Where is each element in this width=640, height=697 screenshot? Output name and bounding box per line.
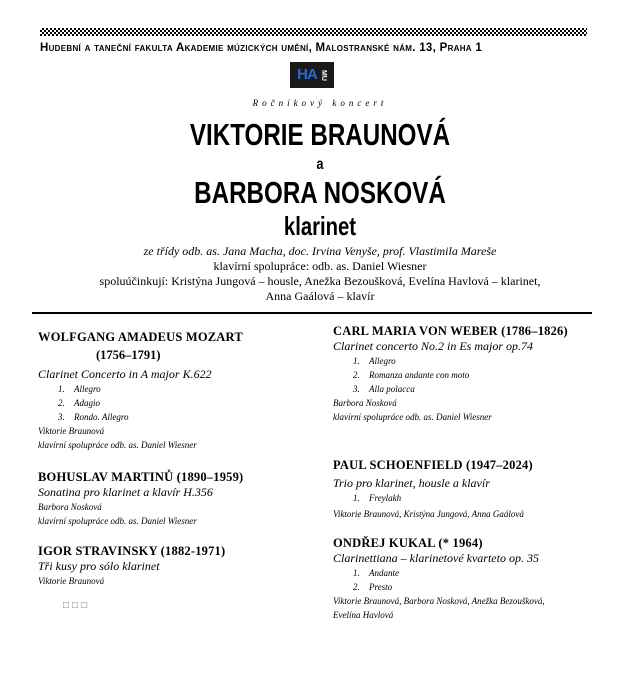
accompanist: klavírní spolupráce odb. as. Daniel Wiesner — [38, 516, 197, 526]
performer: Viktorie Braunová — [38, 576, 105, 586]
composer-name: ONDŘEJ KUKAL (* 1964) — [333, 536, 483, 550]
logo-text: HA — [297, 66, 317, 83]
movement-list — [333, 491, 623, 505]
movement-item: 2. Adagio — [58, 398, 100, 408]
movement-list — [38, 382, 318, 424]
performer: Viktorie Braunová, Kristýna Jungová, Anna Gaálová — [333, 509, 524, 519]
work-title: Clarinettiana – klarinetové kvarteto op. 35 — [333, 551, 539, 565]
collaborators-continued: Anna Gaálová – klavír — [265, 289, 375, 303]
performer: Barbora Nosková — [333, 398, 397, 408]
composer-dates: (1756–1791) — [96, 348, 161, 362]
movement-item: 1. Allegro — [353, 356, 396, 366]
institution-header: Hudební a taneční fakulta Akademie múzických umění, Malostranské nám. 13, Praha 1 — [40, 42, 483, 54]
title-conjunction: a — [316, 156, 324, 173]
accompanist: klavírní spolupráce odb. as. Daniel Wiesner — [38, 440, 197, 450]
collaborators: spoluúčinkují: Kristýna Jungová – housle, Anežka Bezoušková, Evelína Havlová – klarinet, — [99, 274, 541, 288]
instrument-title: klarinet — [283, 211, 357, 241]
class-info: ze třídy odb. as. Jana Macha, doc. Irvina Venyše, prof. Vlastimila Mareše — [143, 244, 497, 258]
program-item-martinu — [38, 470, 318, 528]
movement-item: 2. Romanza andante con moto — [353, 370, 470, 380]
placeholder-glyphs: □□□ — [63, 600, 91, 611]
performer: Viktorie Braunová, Barbora Nosková, Anežka Bezoušková, — [333, 596, 545, 606]
performer-2-name: BARBORA NOSKOVÁ — [194, 175, 446, 210]
composer-name: PAUL SCHOENFIELD (1947–2024) — [333, 458, 533, 472]
program-item-mozart — [38, 330, 318, 452]
program-item-weber — [333, 324, 623, 424]
work-title: Sonatina pro klarinet a klavír H.356 — [38, 485, 213, 499]
movement-list — [333, 354, 623, 396]
program-item-stravinsky — [38, 544, 318, 588]
movement-item: 1. Freylakh — [353, 493, 402, 503]
movement-item: 1. Allegro — [58, 384, 101, 394]
hamu-logo — [290, 62, 334, 88]
program-item-schoenfield — [333, 458, 623, 521]
piano-collaboration: klavírní spolupráce: odb. as. Daniel Wiesner — [213, 259, 427, 273]
work-title: Clarinet concerto No.2 in Es major op.74 — [333, 339, 533, 353]
checkered-border — [40, 28, 587, 36]
composer-name: BOHUSLAV MARTINŮ (1890–1959) — [38, 470, 244, 484]
divider-line — [32, 312, 592, 314]
movement-item: 3. Rondo. Allegro — [58, 412, 129, 422]
event-type: Ročníkový koncert — [252, 98, 388, 108]
movement-list — [333, 566, 623, 594]
movement-item: 2. Presto — [353, 582, 393, 592]
work-title: Clarinet Concerto in A major K.622 — [38, 367, 212, 381]
logo-side-text: MU — [319, 69, 327, 81]
performer-1-name: VIKTORIE BRAUNOVÁ — [189, 117, 451, 152]
work-title: Tři kusy pro sólo klarinet — [38, 559, 160, 573]
performer: Viktorie Braunová — [38, 426, 105, 436]
performer: Barbora Nosková — [38, 502, 102, 512]
program-item-kukal — [333, 536, 623, 622]
composer-name: WOLFGANG AMADEUS MOZART — [38, 330, 243, 344]
composer-name: IGOR STRAVINSKY (1882-1971) — [38, 544, 226, 558]
accompanist: klavírní spolupráce odb. as. Daniel Wiesner — [333, 412, 492, 422]
work-title: Trio pro klarinet, housle a klavír — [333, 476, 490, 490]
performer-continued: Evelína Havlová — [333, 610, 394, 620]
composer-name: CARL MARIA VON WEBER (1786–1826) — [333, 324, 568, 338]
movement-item: 3. Alla polacca — [353, 384, 415, 394]
movement-item: 1. Andante — [353, 568, 399, 578]
